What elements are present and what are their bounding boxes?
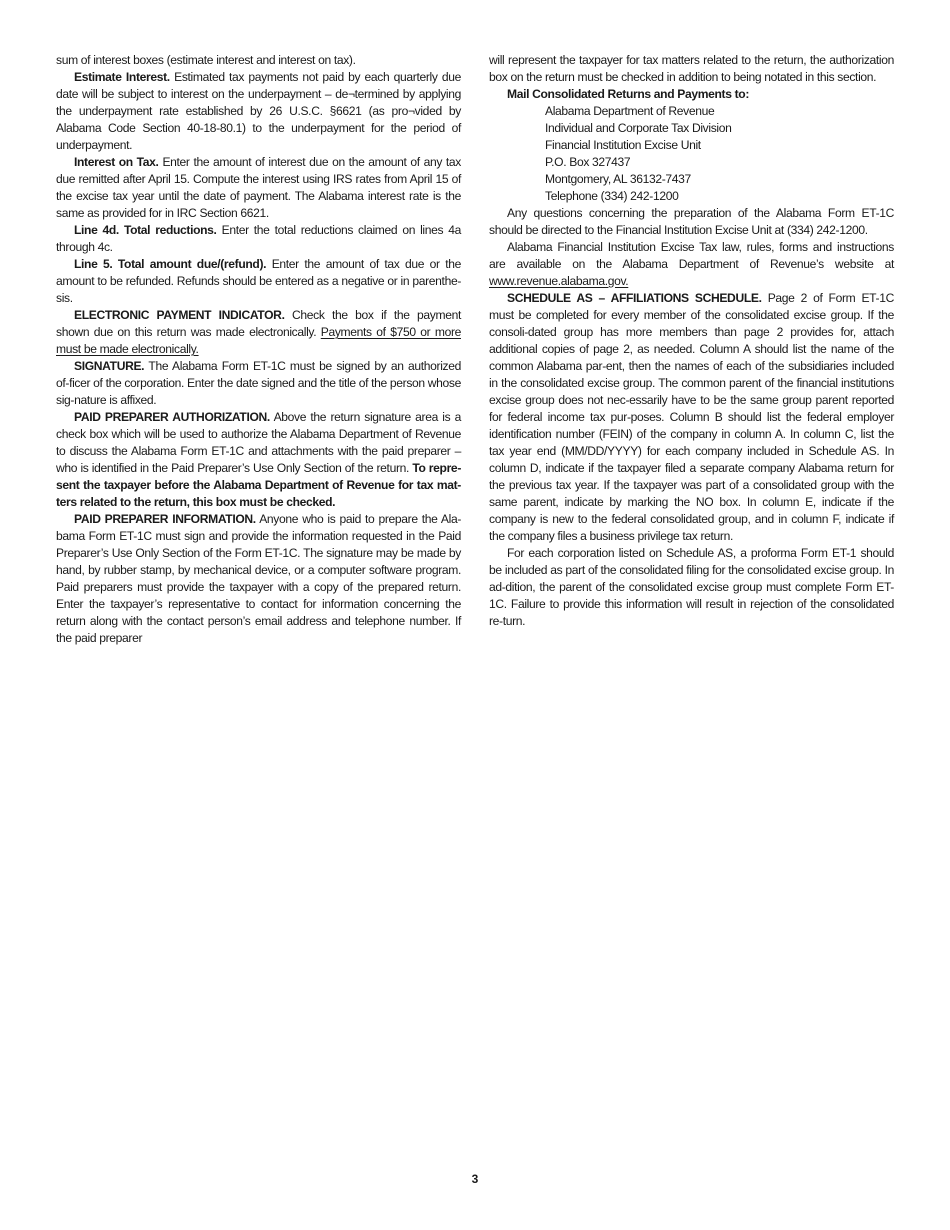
address-line: Montgomery, AL 36132-7437 — [545, 172, 691, 186]
address-line: P.O. Box 327437 — [545, 155, 631, 169]
estimate-interest-paragraph: Estimate Interest. Estimated tax payments not paid by each quarterly due date will be subject to interest on the underpayment – de¬termined by applying the underpayment rate established by 26 U.S.C. §6621 (as pro¬vided by Alabama Code Section 40-18-80.1) to the underpayment for the period of underpayment. — [56, 70, 461, 152]
intro-paragraph: sum of interest boxes (estimate interest and interest on tax). — [56, 53, 356, 67]
paid-preparer-authorization-heading: PAID PREPARER AUTHORIZATION. — [74, 410, 270, 424]
address-line: Individual and Corporate Tax Division — [545, 121, 732, 135]
paid-preparer-authorization-paragraph: PAID PREPARER AUTHORIZATION. Above the return signature area is a check box which will be used to authorize the Alabama Department of Revenue to discuss the Alabama Form ET-1C and attachments with the paid preparer – who is identified in the Paid Preparer’s Use Only Section of the return. To repre-sent the taxpayer before the Alabama Department of Revenue for tax mat-ters related to the return, this box must be checked. — [56, 410, 461, 509]
questions-paragraph: Any questions concerning the preparation of the Alabama Form ET-1C should be directed to the Financial Institution Excise Unit at (334) 242-1200. — [489, 206, 894, 237]
electronic-payment-paragraph: ELECTRONIC PAYMENT INDICATOR. Check the box if the payment shown due on this return was made electronically. Payments of $750 or more must be made electronically. — [56, 308, 461, 356]
signature-heading: SIGNATURE. — [74, 359, 145, 373]
address-line: Telephone (334) 242-1200 — [545, 189, 679, 203]
line-4d-paragraph: Line 4d. Total reductions. Enter the total reductions claimed on lines 4a through 4c. — [56, 223, 462, 254]
mailing-address — [545, 103, 894, 205]
electronic-payment-heading: ELECTRONIC PAYMENT INDICATOR. — [74, 308, 285, 322]
authorization-bold-note: To repre-sent the taxpayer before the Alabama Department of Revenue for tax mat-ters related to the return, this box must be checked. — [56, 461, 461, 509]
electronic-payment-requirement: Payments of $750 or more must be made electronically. — [56, 325, 461, 356]
line-4d-heading: Line 4d. Total reductions. — [74, 223, 217, 237]
line-5-heading: Line 5. Total amount due/(refund). — [74, 257, 267, 271]
website-link[interactable]: www.revenue.alabama.gov. — [489, 274, 629, 288]
estimate-interest-heading: Estimate Interest. — [74, 70, 170, 84]
schedule-as-heading: SCHEDULE AS – AFFILIATIONS SCHEDULE. — [507, 291, 762, 305]
mail-heading: Mail Consolidated Returns and Payments to: — [507, 87, 749, 101]
page-number: 3 — [471, 1172, 479, 1186]
continuation-paragraph: will represent the taxpayer for tax matters related to the return, the authorization box on the return must be checked in addition to being notated in this section. — [489, 53, 894, 84]
address-line: Financial Institution Excise Unit — [545, 138, 701, 152]
paid-preparer-information-paragraph: PAID PREPARER INFORMATION. Anyone who is paid to prepare the Ala-bama Form ET-1C must sign and provide the information requested in the Paid Preparer’s Use Only Section of the Form ET-1C. The signature may be made by hand, by rubber stamp, by mechanical device, or a computer software program. Paid preparers must provide the taxpayer with a copy of the prepared return. Enter the taxpayer’s representative to contact for information concerning the return along with the contact person’s email address and telephone number. If the paid preparer — [56, 512, 462, 645]
proforma-paragraph: For each corporation listed on Schedule AS, a proforma Form ET-1 should be included as part of the consolidated filing for the consolidated excise group. In ad-dition, the parent of the consolidated excise group must complete Form ET-1C. Failure to provide this information will result in rejection of the consolidated re-turn. — [489, 546, 894, 628]
left-column — [56, 52, 461, 647]
website-paragraph: Alabama Financial Institution Excise Tax law, rules, forms and instructions are available on the Alabama Department of Revenue’s website at www.revenue.alabama.gov. — [489, 240, 894, 288]
schedule-as-paragraph: SCHEDULE AS – AFFILIATIONS SCHEDULE. Page 2 of Form ET-1C must be completed for every member of the consolidated excise group. If the consoli-dated group has more members than page 2 provides for, attach additional copies of page 2, as needed. Column A should list the name of the common Alabama par-ent, then the names of each of the subsidiaries included in the consolidated excise group. The common parent of the financial institutions excise group does not nec-essarily have to be the same group parent reported for federal income tax pur-poses. Column B should list the federal employer identification number (FEIN) of the company in column A. In column C, list the tax year end (MM/DD/YYYY) for each company included in Schedule AS. In column D, indicate if the taxpayer filed a separate company Alabama return for the previous tax year. If the taxpayer was part of a consolidated group with the same parent, indicate by marking the NO box. In column E, indicate if the company is new to the federal consolidated group, and in column F, indicate if the company files a business privilege tax return. — [489, 291, 894, 543]
paid-preparer-information-heading: PAID PREPARER INFORMATION. — [74, 512, 256, 526]
signature-paragraph: SIGNATURE. The Alabama Form ET-1C must be signed by an authorized of-ficer of the corporation. Enter the date signed and the title of the person whose sig-nature is affixed. — [56, 359, 462, 407]
address-line: Alabama Department of Revenue — [545, 104, 715, 118]
interest-on-tax-heading: Interest on Tax. — [74, 155, 159, 169]
interest-on-tax-paragraph: Interest on Tax. Enter the amount of interest due on the amount of any tax due remitted after April 15. Compute the interest using IRS rates from April 15 of the excise tax year until the date of payment. The Alabama interest rate is the same as provided for in IRC Section 6621. — [56, 155, 462, 220]
right-column — [489, 52, 894, 630]
line-5-paragraph: Line 5. Total amount due/(refund). Enter the amount of tax due or the amount to be refunded. Refunds should be entered as a negative or in parenthe-sis. — [56, 257, 462, 305]
